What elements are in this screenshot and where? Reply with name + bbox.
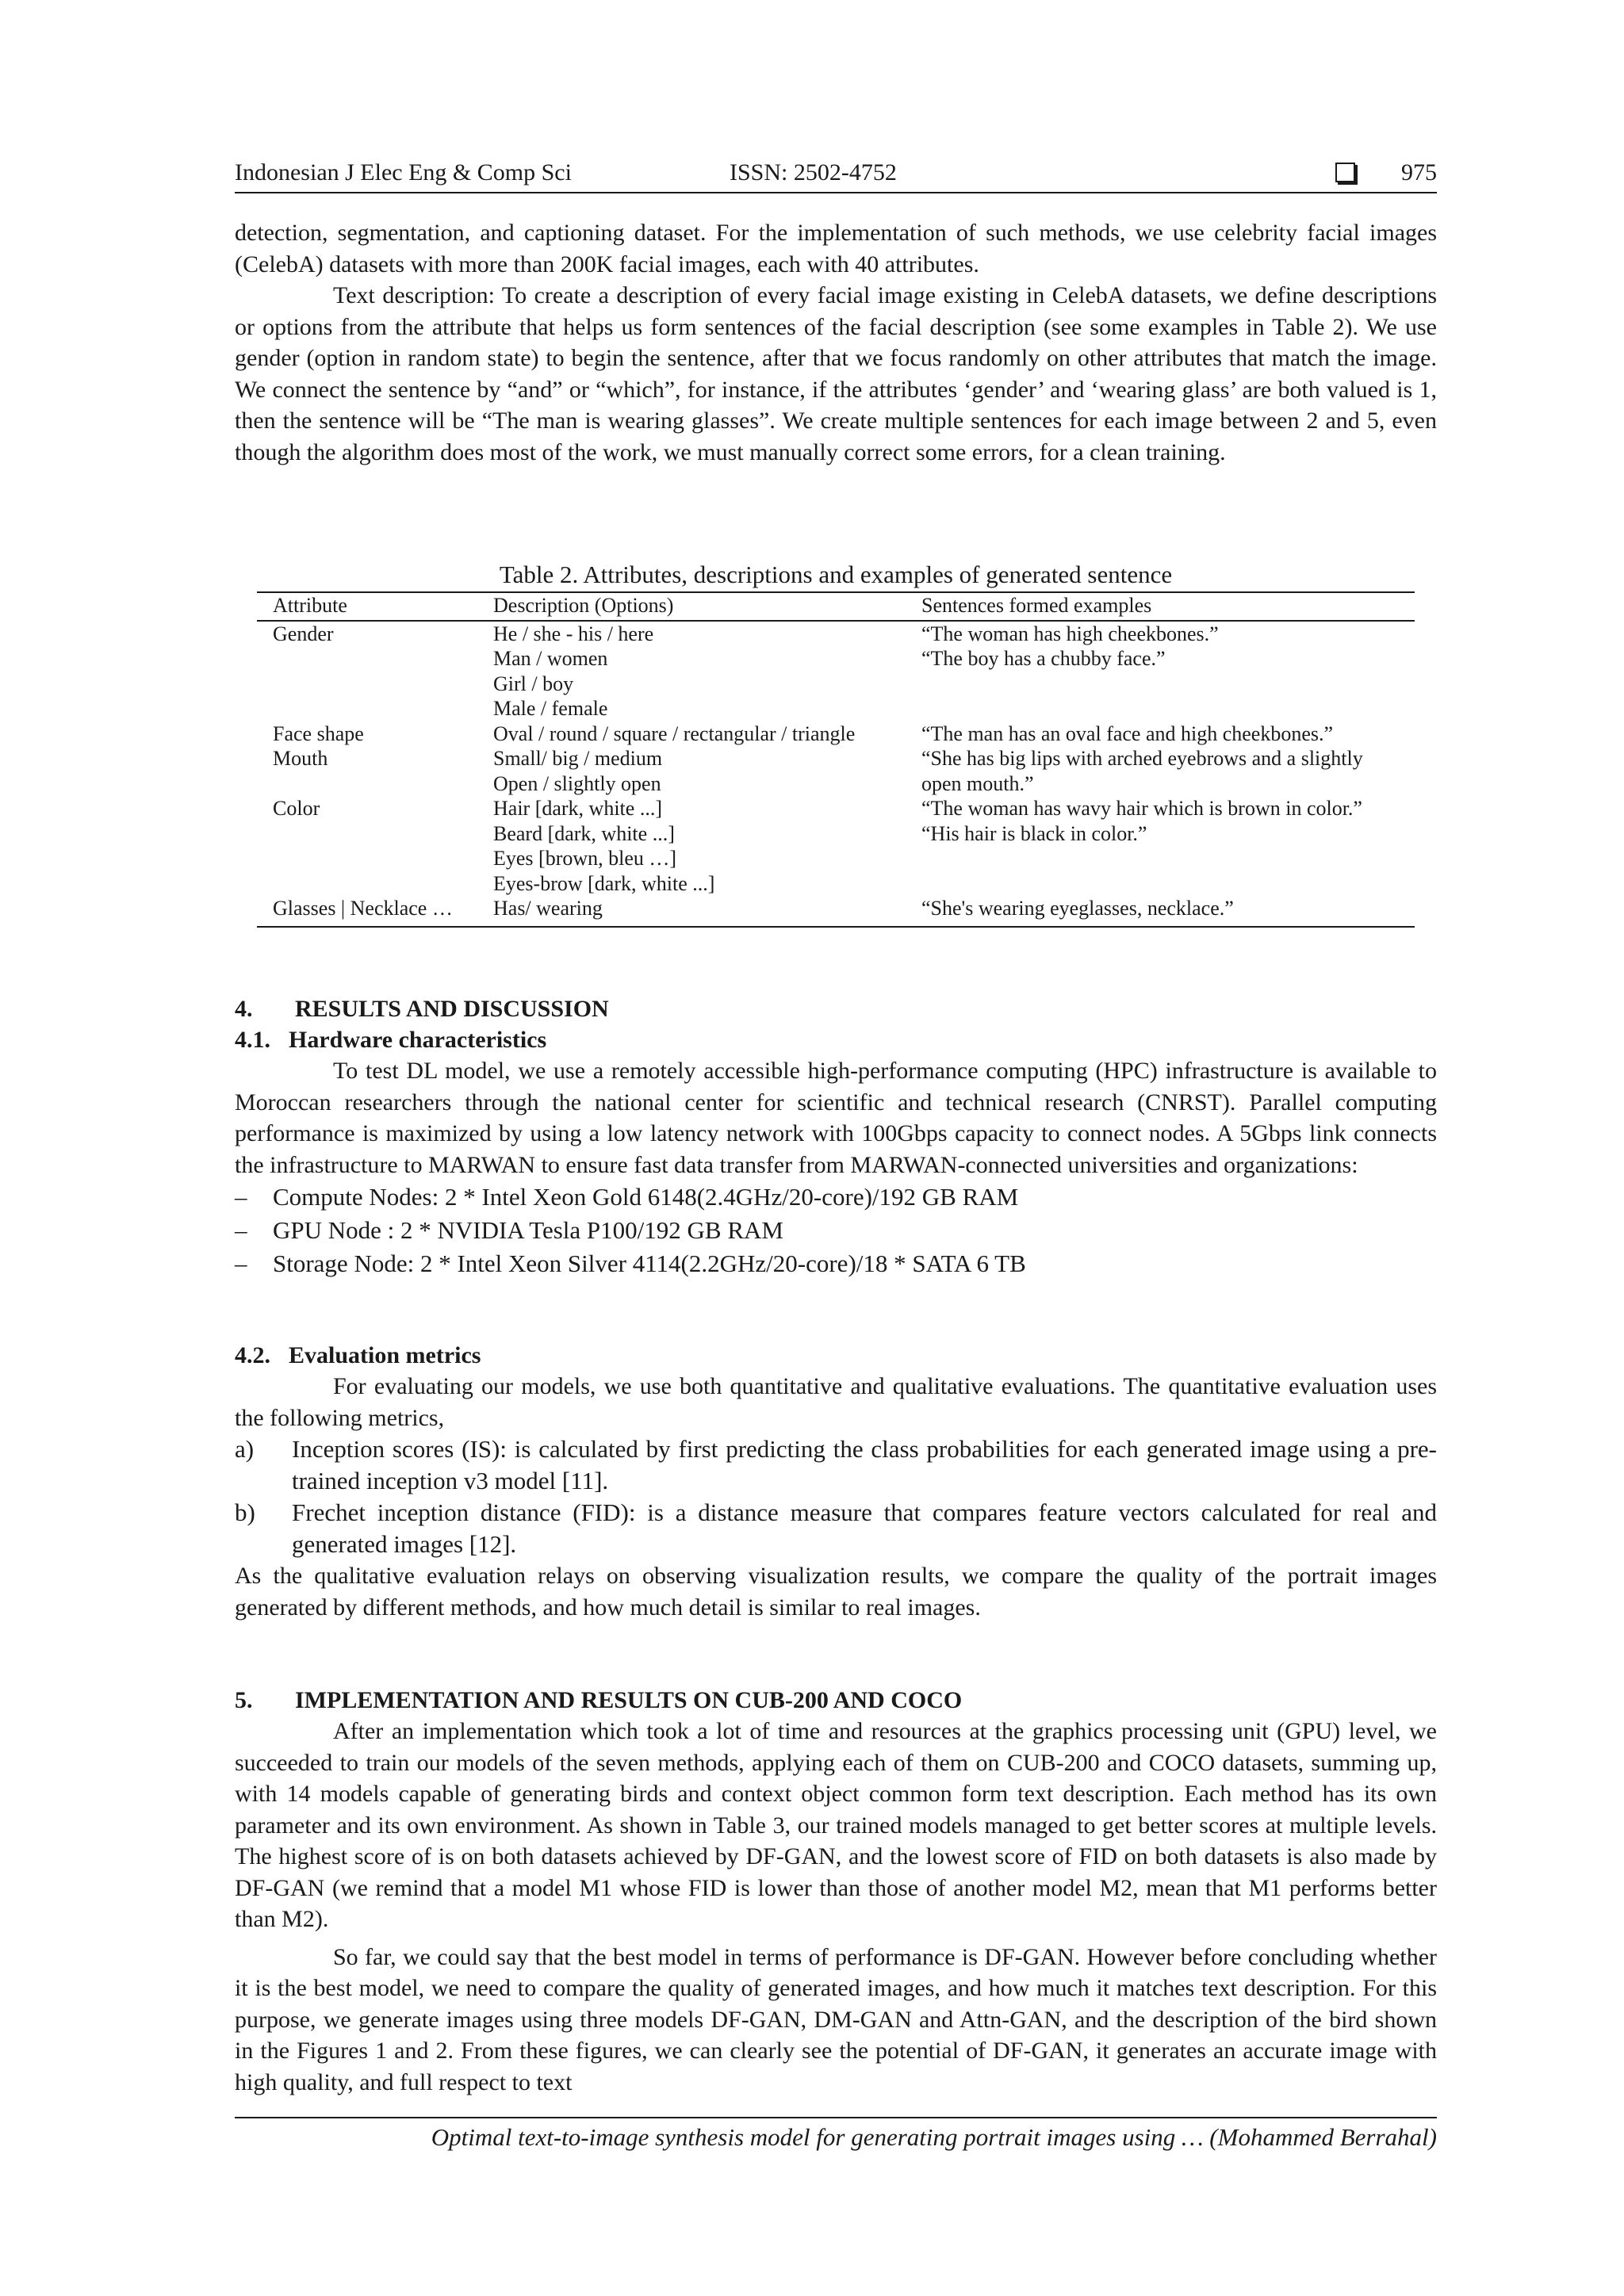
section-number: 5. bbox=[235, 1687, 253, 1713]
subsection-title: Hardware characteristics bbox=[289, 1027, 547, 1053]
description-line: Beard [dark, white ...] bbox=[493, 821, 675, 845]
subsection-4-1-heading bbox=[235, 1024, 1437, 1055]
cell-attribute: Gender bbox=[273, 622, 334, 645]
cell-examples bbox=[921, 621, 1415, 721]
hardware-node-list bbox=[235, 1181, 1437, 1280]
col-header-examples: Sentences formed examples bbox=[921, 592, 1415, 621]
journal-name: Indonesian J Elec Eng & Comp Sci bbox=[235, 159, 572, 186]
metrics-list bbox=[235, 1433, 1437, 1560]
comparison-paragraph: So far, we could say that the best model in terms of performance is DF-GAN. However before concluding whether it is the best model, we need to compare the quality of generated images, and how much it matches text description. For this purpose, we generate images using three models DF-GAN, DM-GAN and Attn-GAN, and the description of the bird shown in the Figures 1 and 2. From these figures, we can clearly see the potential of DF-GAN, it generates an accurate image with high quality, and full respect to text bbox=[235, 1943, 1437, 2095]
issn: ISSN: 2502-4752 bbox=[730, 159, 897, 186]
example-line: “The woman has high cheekbones.” bbox=[921, 622, 1219, 645]
running-header bbox=[235, 157, 1437, 193]
subsection-4-2-heading bbox=[235, 1340, 1437, 1371]
cell-attribute: Glasses | Necklace … bbox=[257, 896, 493, 927]
example-line: “The woman has wavy hair which is brown in color.” bbox=[921, 797, 1362, 820]
section-5 bbox=[235, 1685, 1437, 2098]
table-2 bbox=[257, 591, 1415, 928]
description-line: Male / female bbox=[493, 697, 608, 720]
list-item-text: Frechet inception distance (FID): is a distance measure that compares feature vectors calculated for real and generated images [12]. bbox=[292, 1498, 1437, 1558]
table-row bbox=[257, 746, 1415, 796]
implementation-paragraph: After an implementation which took a lot of time and resources at the graphics processing unit (GPU) level, we succeeded to train our models of the seven methods, applying each of them on CUB-200 and COCO datasets, summing up, with 14 models capable of generating birds and context object common form text description. Each method has its own parameter and its own environment. As shown in Table 3, our trained models managed to get better scores at multiple levels. The highest score of is on both datasets achieved by DF-GAN, and the lowest score of FID on both datasets is also made by DF-GAN (we remind that a model M1 whose FID is lower than those of another model M2, mean that M1 performs better than M2). bbox=[235, 1718, 1437, 1932]
list-marker: a) bbox=[235, 1435, 255, 1463]
cell-examples bbox=[921, 721, 1415, 747]
example-line: “She has big lips with arched eyebrows and a slightly bbox=[921, 747, 1363, 770]
description-line: Hair [dark, white ...] bbox=[493, 797, 662, 820]
example-line: “The boy has a chubby face.” bbox=[921, 647, 1166, 670]
description-line: Open / slightly open bbox=[493, 771, 661, 795]
list-item-text: Storage Node: 2 * Intel Xeon Silver 4114(2.2GHz/20-core)/18 * SATA 6 TB bbox=[273, 1249, 1026, 1277]
col-header-description: Description (Options) bbox=[493, 592, 921, 621]
cell-description bbox=[493, 721, 921, 747]
metrics-paragraph: For evaluating our models, we use both quantitative and qualitative evaluations. The quantitative evaluation uses the following metrics, bbox=[235, 1373, 1437, 1431]
cell-attribute: Color bbox=[273, 797, 320, 820]
list-item bbox=[235, 1247, 1437, 1280]
intro-paragraph-2: Text description: To create a description of every facial image existing in CelebA datasets, we define descriptions or options from the attribute that helps us form sentences of the facial description (see some examples in Table 2). We use gender (option in random state) to begin the sentence, after that we focus randomly on other attributes that match the image. We connect the sentence by “and” or “which”, for instance, if the attributes ‘gender’ and ‘wearing glass’ are both valued is 1, then the sentence will be “The man is wearing glasses”. We create multiple sentences for each image between 2 and 5, even though the algorithm does most of the work, we must manually correct some errors, for a clean training. bbox=[235, 282, 1437, 465]
cell-attribute: Face shape bbox=[273, 721, 364, 745]
cell-examples bbox=[921, 796, 1415, 896]
table-row bbox=[257, 621, 1415, 721]
section-4-heading bbox=[235, 993, 1437, 1024]
section-5-heading bbox=[235, 1685, 1437, 1716]
table-row bbox=[257, 721, 1415, 747]
section-title: IMPLEMENTATION AND RESULTS ON CUB-200 AND COCO bbox=[295, 1687, 963, 1713]
square-bullet-icon bbox=[1335, 163, 1355, 182]
cell-examples bbox=[921, 896, 1415, 927]
intro-paragraph-1: detection, segmentation, and captioning dataset. For the implementation of such methods, we use celebrity facial images (CelebA) datasets with more than 200K facial images, each with 40 attributes. bbox=[235, 220, 1437, 277]
subsection-4-2 bbox=[235, 1340, 1437, 1623]
list-item bbox=[235, 1433, 1437, 1497]
cell-attribute: Mouth bbox=[273, 747, 328, 770]
subsection-title: Evaluation metrics bbox=[289, 1342, 481, 1368]
list-item bbox=[235, 1497, 1437, 1560]
cell-examples bbox=[921, 746, 1415, 796]
footer-title: Optimal text-to-image synthesis model for generating portrait images using … (Mohammed Berrahal) bbox=[431, 2123, 1437, 2151]
list-item bbox=[235, 1214, 1437, 1247]
description-line: Small/ big / medium bbox=[493, 747, 663, 770]
table-row bbox=[257, 896, 1415, 927]
cell-description bbox=[493, 896, 921, 927]
description-line: Oval / round / square / rectangular / triangle bbox=[493, 721, 856, 745]
subsection-number: 4.1. bbox=[235, 1027, 270, 1053]
example-line: “His hair is black in color.” bbox=[921, 821, 1147, 845]
list-item-text: GPU Node : 2 * NVIDIA Tesla P100/192 GB RAM bbox=[273, 1216, 783, 1244]
description-line: Man / women bbox=[493, 647, 608, 670]
example-line: “The man has an oval face and high cheekbones.” bbox=[921, 721, 1334, 745]
example-line: open mouth.” bbox=[921, 771, 1034, 795]
cell-description bbox=[493, 746, 921, 796]
description-line: Girl / boy bbox=[493, 672, 574, 695]
list-item-text: Inception scores (IS): is calculated by first predicting the class probabilities for each generated image using a pre-trained inception v3 model [11]. bbox=[292, 1435, 1437, 1494]
dash-bullet: – bbox=[235, 1249, 247, 1277]
running-footer bbox=[235, 2117, 1437, 2153]
qualitative-paragraph: As the qualitative evaluation relays on observing visualization results, we compare the quality of the portrait images generated by different methods, and how much detail is similar to real images. bbox=[235, 1563, 1437, 1621]
description-line: Has/ wearing bbox=[493, 897, 603, 920]
col-header-attribute: Attribute bbox=[257, 592, 493, 621]
hardware-paragraph: To test DL model, we use a remotely accessible high-performance computing (HPC) infrastructure is available to Moroccan researchers through the national center for scientific and technical research (CNRST). Parallel computing performance is maximized by using a low latency network with 100Gbps capacity to connect nodes. A 5Gbps link connects the infrastructure to MARWAN to ensure fast data transfer from MARWAN-connected universities and organizations: bbox=[235, 1058, 1437, 1178]
table-2-caption: Table 2. Attributes, descriptions and examples of generated sentence bbox=[499, 561, 1173, 588]
list-item-text: Compute Nodes: 2 * Intel Xeon Gold 6148(2.4GHz/20-core)/192 GB RAM bbox=[273, 1183, 1019, 1211]
description-line: He / she - his / here bbox=[493, 622, 654, 645]
section-title: RESULTS AND DISCUSSION bbox=[295, 996, 609, 1022]
dash-bullet: – bbox=[235, 1183, 247, 1211]
description-line: Eyes [brown, bleu …] bbox=[493, 847, 677, 870]
subsection-number: 4.2. bbox=[235, 1342, 270, 1368]
description-line: Eyes-brow [dark, white ...] bbox=[493, 871, 715, 895]
section-number: 4. bbox=[235, 996, 253, 1022]
cell-description bbox=[493, 796, 921, 896]
list-item bbox=[235, 1181, 1437, 1214]
cell-description bbox=[493, 621, 921, 721]
section-4 bbox=[235, 993, 1437, 1280]
table-row bbox=[257, 796, 1415, 896]
dash-bullet: – bbox=[235, 1216, 247, 1244]
page-number: 975 bbox=[1401, 159, 1437, 186]
intro-text bbox=[235, 217, 1437, 468]
list-marker: b) bbox=[235, 1498, 255, 1526]
example-line: “She's wearing eyeglasses, necklace.” bbox=[921, 897, 1234, 920]
table-header-row bbox=[257, 592, 1415, 621]
